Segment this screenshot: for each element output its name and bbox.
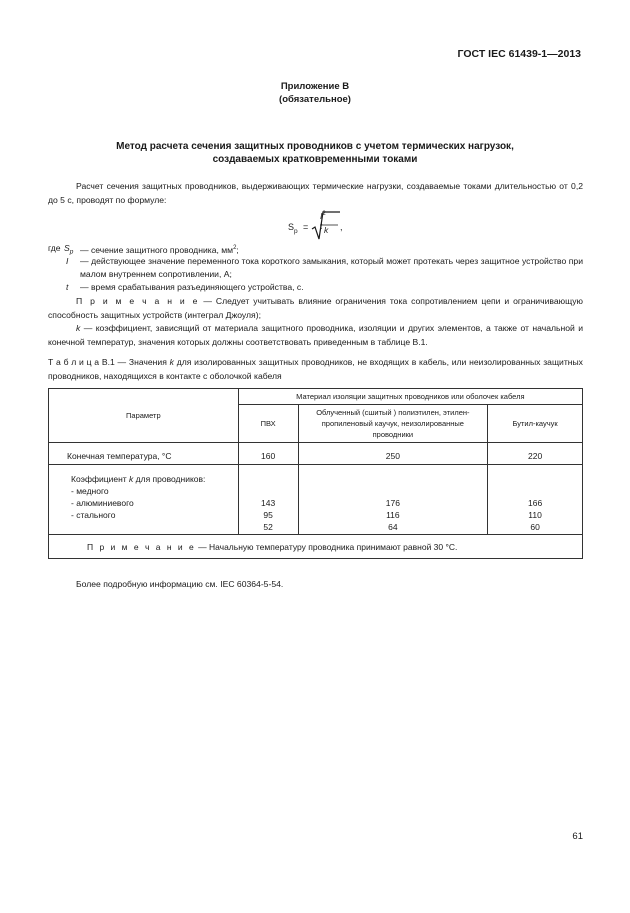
where-text-sp: — сечение защитного проводника, $мм^2$;: [80, 244, 239, 255]
row-label-steel: - стального: [71, 510, 116, 520]
method-title-line2: создаваемых кратковременными токами: [212, 154, 418, 165]
steel-butyl: 60: [530, 522, 540, 532]
row-label-aluminium: - алюминиевого: [71, 498, 134, 508]
appendix-subtitle: (обязательное): [279, 94, 351, 105]
formula-lhs: $S_p$: [288, 222, 298, 235]
where-sym-sp: $S_p$: [64, 243, 74, 256]
row-label-copper: - медного: [71, 486, 109, 496]
formula-equals: =: [303, 222, 309, 232]
table-row: [49, 451, 583, 465]
where-prefix: где: [48, 243, 61, 253]
method-title-line1: Метод расчета сечения защитных проводников с учетом термических нагрузок,: [116, 141, 514, 152]
param-header: Параметр: [49, 389, 239, 443]
intro-paragraph: Расчет сечения защитных проводников, выдерживающих термические нагрузки, создаваемые токами длительностью от 0,2 до 5 с, проводят по формуле:: [48, 181, 583, 205]
coef-cell: Коэффициент k для проводников: - медного - алюминиевого - стального: [49, 465, 239, 535]
copper-butyl: 166: [527, 498, 543, 508]
standard-number: ГОСТ IEC 61439-1—2013: [457, 48, 581, 60]
temp-butyl: 220: [488, 451, 583, 465]
where-text-i: — действующее значение переменного тока короткого замыкания, который может протекать через защитное устройство при малом внутреннем сопротивлении, А;: [80, 256, 583, 279]
note-1: П р и м е ч а н и е — Следует учитывать влияние ограничения тока сопротивлением цепи и ограничивающую способность защитных устройств (интеграл Джоуля);: [48, 296, 583, 320]
col-xlpe: Облученный (сшитый ) полиэтилен, этилен-пропиленовый каучук, неизолированные проводники: [298, 405, 488, 443]
table-note: П р и м е ч а н и е — Начальную температуру проводника принимают равной 30 °С.: [49, 535, 583, 559]
aluminium-xlpe: 116: [386, 510, 400, 520]
temp-pvc: 160: [238, 451, 298, 465]
more-info: Более подробную информацию см. IEC 60364-5-54.: [76, 579, 284, 589]
appendix-title: Приложение В: [280, 81, 350, 92]
steel-xlpe: 64: [388, 522, 398, 532]
copper-xlpe: 176: [385, 498, 400, 508]
formula-comma: ,: [340, 222, 343, 232]
aluminium-butyl: 110: [528, 510, 542, 520]
table-row: [49, 465, 583, 535]
col-butyl: Бутил-каучук: [488, 405, 583, 443]
temp-xlpe: 250: [298, 451, 488, 465]
k-definition: k — коэффициент, зависящий от материала защитного проводника, изоляции и других элементов, а также от начальной и конечной температур, значения которых должны соответствовать приведенным в таблице В.1.: [48, 323, 583, 347]
aluminium-pvc: 95: [263, 510, 273, 520]
steel-pvc: 52: [263, 522, 273, 532]
temp-label: Конечная температура, °С: [49, 451, 239, 465]
values-table: [48, 388, 583, 559]
formula-denominator: k: [324, 225, 329, 235]
col-pvc: ПВХ: [238, 405, 298, 443]
copper-pvc: 143: [261, 498, 276, 508]
table-caption: Т а б л и ц а В.1 — Значения k для изолированных защитных проводников, не входящих в кабель, или неизолированных защитных проводников, находящихся в контакте с оболочкой кабеля: [48, 357, 583, 381]
where-sym-t: t: [66, 282, 69, 292]
where-text-t: — время срабатывания разъединяющего устройства, с.: [80, 282, 304, 292]
where-sym-i: I: [66, 256, 69, 266]
material-header: Материал изоляции защитных проводников или оболочек кабеля: [238, 389, 582, 405]
page-number: 61: [572, 831, 583, 842]
formula-numerator: $I^2$ t: [320, 211, 326, 231]
